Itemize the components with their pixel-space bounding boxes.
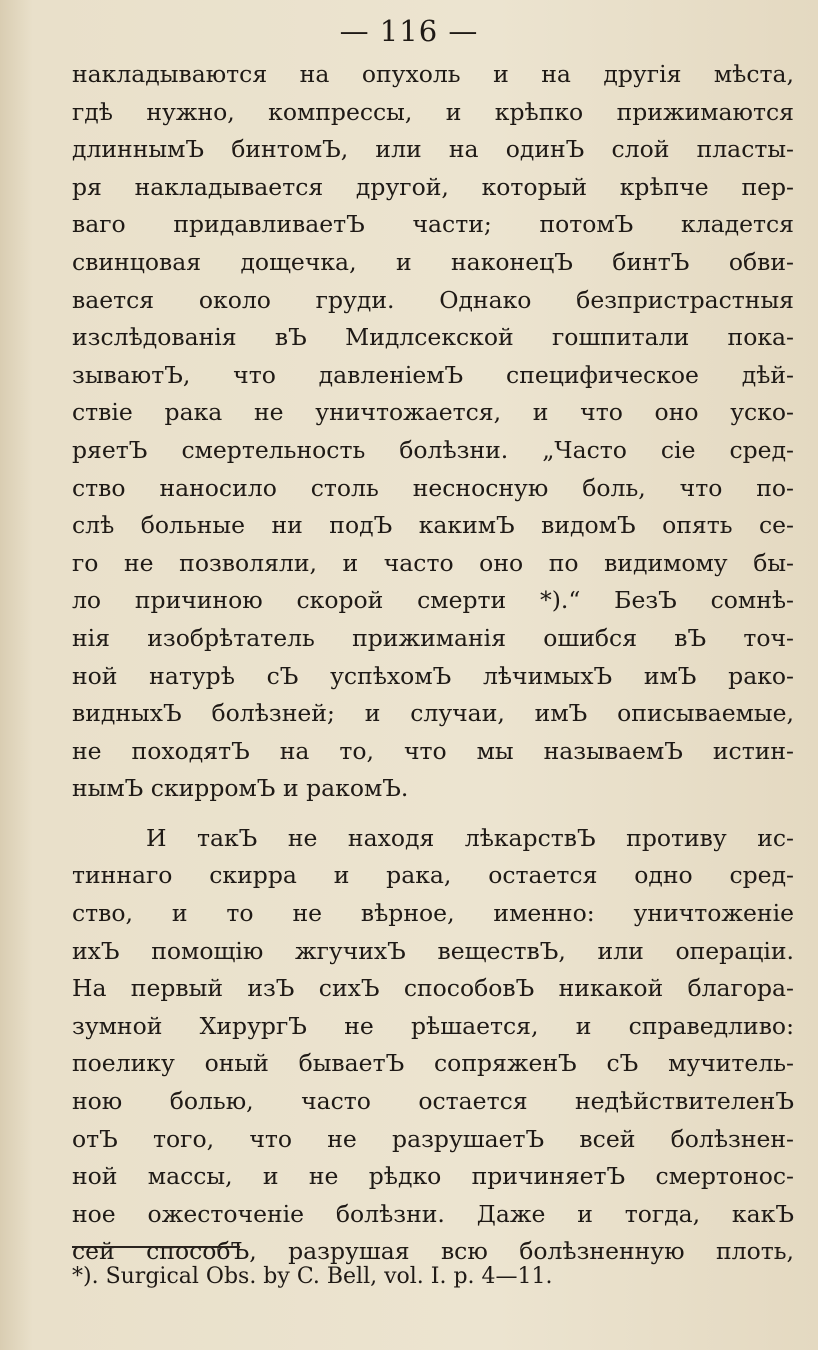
text-line: сей способЪ, разрушая всю болѣзненную плоть,	[72, 1237, 794, 1266]
text-line: изслѣдованія вЪ Мидлсекской гошпитали пока-	[72, 323, 794, 352]
paragraph-gap	[72, 808, 794, 820]
text-line: ной массы, и не рѣдко причиняетЪ смертонос-	[72, 1162, 794, 1191]
text-line: ихЪ помощію жгучихЪ веществЪ, или операціи.	[72, 936, 794, 965]
text-line: ло причиною скорой смерти *).“ БезЪ сомнѣ-	[72, 586, 794, 615]
text-line: зумной ХирургЪ не рѣшается, и справедливо:	[72, 1011, 794, 1040]
text-line: ство наносило столь несносную боль, что по-	[72, 473, 794, 502]
paragraph-2	[72, 820, 794, 1271]
text-line: тиннаго скирра и рака, остается одно сред-	[72, 861, 794, 890]
text-line: ря накладывается другой, который крѣпче пер-	[72, 172, 794, 201]
text-line: ною болью, часто остается недѣйствителенЪ	[72, 1087, 794, 1116]
text-line: вается около груди. Однако безпристрастныя	[72, 285, 794, 314]
text-line: го не позволяли, и часто оно по видимому бы-	[72, 548, 794, 577]
page-number: — 116 —	[339, 14, 479, 48]
text-line: И такЪ не находя лѣкарствЪ противу ис-	[146, 823, 794, 852]
text-line: нымЪ скирромЪ и ракомЪ.	[72, 774, 409, 803]
text-line: нія изобрѣтатель прижиманія ошибся вЪ точ-	[72, 623, 794, 652]
text-line: отЪ того, что не разрушаетЪ всей болѣзнен-	[72, 1124, 794, 1153]
body-text	[72, 56, 794, 1271]
text-line: длиннымЪ бинтомЪ, или на одинЪ слой пласты-	[72, 135, 794, 164]
text-line: зываютЪ, что давленіемЪ специфическое дѣй-	[72, 360, 794, 389]
text-line: ваго придавливаетЪ части; потомЪ кладется	[72, 210, 794, 239]
text-line: поелику оный бываетЪ сопряженЪ сЪ мучитель-	[72, 1049, 794, 1078]
paragraph-1	[72, 56, 794, 808]
text-line: не походятЪ на то, что мы называемЪ истин-	[72, 736, 794, 765]
text-line: На первый изЪ сихЪ способовЪ никакой благора-	[72, 974, 794, 1003]
text-line: ное ожесточеніе болѣзни. Даже и тогда, какЪ	[72, 1199, 794, 1228]
footnote-rule	[72, 1246, 240, 1248]
text-line: ной натурѣ сЪ успѣхомЪ лѣчимыхЪ имЪ рако-	[72, 661, 794, 690]
text-line: слѣ больные ни подЪ какимЪ видомЪ опять се-	[72, 511, 794, 540]
text-line: ствіе рака не уничтожается, и что оно уско-	[72, 398, 794, 427]
text-line: свинцовая дощечка, и наконецЪ бинтЪ обви-	[72, 247, 794, 276]
footnote: *). Surgical Obs. by C. Bell, vol. I. p. 4—11.	[72, 1264, 553, 1289]
text-line: ство, и то не вѣрное, именно: уничтоженіе	[72, 899, 794, 928]
text-line: гдѣ нужно, компрессы, и крѣпко прижимаются	[72, 97, 794, 126]
text-line: ряетЪ смертельность болѣзни. „Часто сіе сред-	[72, 435, 794, 464]
text-line: накладываются на опухоль и на другія мѣста,	[72, 60, 794, 88]
text-line: видныхЪ болѣзней; и случаи, имЪ описываемые,	[72, 699, 794, 728]
